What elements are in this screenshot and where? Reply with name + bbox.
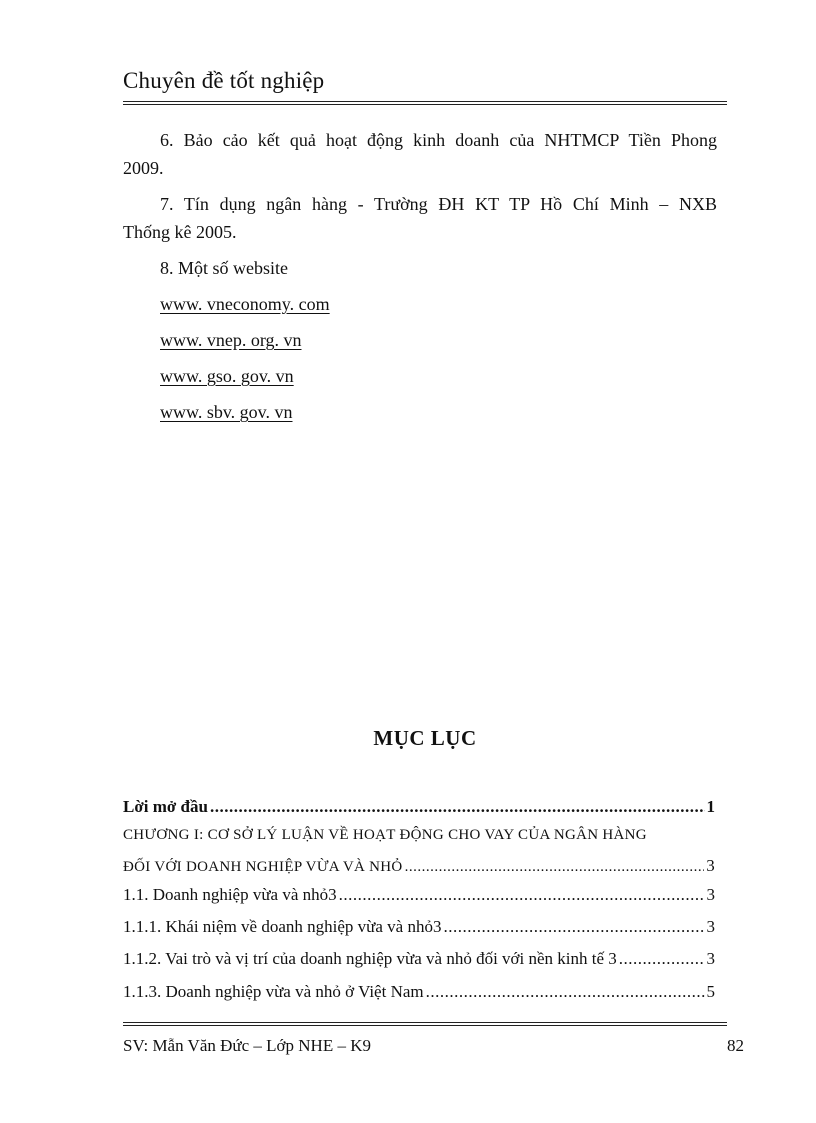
footer-divider — [123, 1022, 727, 1023]
reference-item-6-line2: 2009. — [123, 158, 164, 178]
website-link[interactable]: www. sbv. gov. vn — [160, 402, 293, 422]
toc-entry-label: 1.1.2. Vai trò và vị trí của doanh nghiệp vừa và nhỏ đối với nền kinh tế 3 — [123, 949, 617, 968]
reference-item-7 — [123, 190, 717, 246]
toc-entry-chapter-1[interactable] — [123, 856, 715, 876]
page-header-title: Chuyên đề tốt nghiệp — [123, 68, 325, 93]
toc-entry-label: Lời mở đầu — [123, 797, 208, 816]
reference-item-6-line1: 6. Bảo cảo kết quả hoạt động kinh doanh của NHTMCP Tiền Phong — [160, 130, 717, 150]
website-link[interactable]: www. gso. gov. vn — [160, 366, 294, 386]
toc-entry-page: 5 — [706, 982, 715, 1001]
toc-entry-page: 1 — [706, 797, 715, 816]
website-link[interactable]: www. vnep. org. vn — [160, 330, 302, 350]
toc-entry-label: 1.1. Doanh nghiệp vừa và nhỏ3 — [123, 885, 337, 904]
footer-author: SV: Mẫn Văn Đức – Lớp NHE – K9 — [123, 1036, 371, 1055]
footer-page-number: 82 — [727, 1036, 744, 1055]
toc-chapter-1-line1[interactable]: CHƯƠNG I: CƠ SỞ LÝ LUẬN VỀ HOẠT ĐỘNG CHO VAY CỦA NGÂN HÀNG — [123, 827, 647, 843]
website-link[interactable]: www. vneconomy. com — [160, 294, 330, 314]
toc-title: MỤC LỤC — [373, 726, 477, 750]
toc-entry-intro[interactable] — [123, 797, 715, 817]
toc-leader-dots — [443, 917, 704, 937]
header-divider — [123, 101, 727, 102]
toc-entry-page: 3 — [706, 949, 715, 968]
toc-entry[interactable] — [123, 982, 715, 1002]
toc-leader-dots — [405, 859, 705, 876]
toc-leader-dots — [619, 949, 705, 969]
toc-leader-dots — [210, 797, 705, 817]
toc-entry[interactable] — [123, 949, 715, 969]
header-divider — [123, 104, 727, 105]
toc-leader-dots — [426, 982, 705, 1002]
reference-item-6 — [123, 126, 717, 182]
reference-item-7-line2: Thống kê 2005. — [123, 222, 237, 242]
toc-entry[interactable] — [123, 885, 715, 905]
toc-entry-page: 3 — [706, 917, 715, 936]
reference-item-7-line1: 7. Tín dụng ngân hàng - Trường ĐH KT TP Hồ Chí Minh – NXB — [160, 194, 717, 214]
footer-divider — [123, 1025, 727, 1026]
toc-entry-page: 3 — [706, 856, 715, 875]
toc-entry-label: ĐỐI VỚI DOANH NGHIỆP VỪA VÀ NHỎ — [123, 859, 403, 875]
toc-entry-label: 1.1.3. Doanh nghiệp vừa và nhỏ ở Việt Nam — [123, 982, 424, 1001]
toc-leader-dots — [339, 885, 705, 905]
toc-entry-label: 1.1.1. Khái niệm về doanh nghiệp vừa và nhỏ3 — [123, 917, 442, 936]
reference-item-8: 8. Một số website — [160, 258, 288, 278]
toc-entry[interactable] — [123, 917, 715, 937]
toc-entry-page: 3 — [706, 885, 715, 904]
